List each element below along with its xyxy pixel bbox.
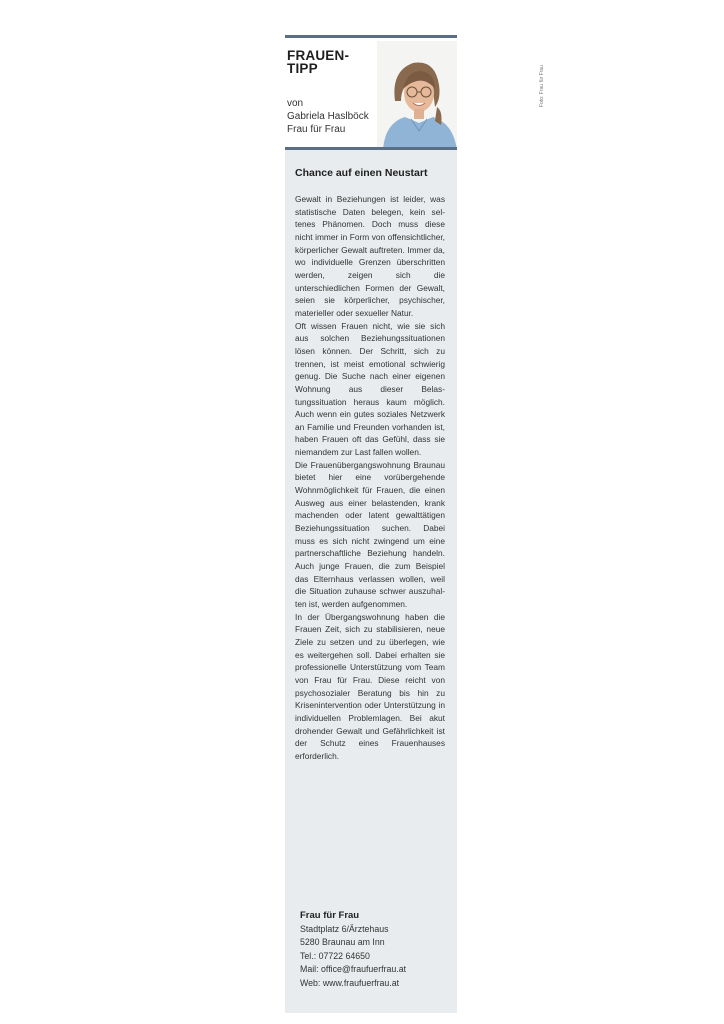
- contact-box: [300, 909, 450, 991]
- contact-organisation: Frau für Frau: [300, 910, 360, 921]
- byline-organisation: Frau für Frau: [287, 124, 346, 135]
- column-header: [285, 38, 545, 150]
- author-photo: [377, 41, 545, 150]
- column-kicker: [287, 49, 349, 75]
- article-paragraph: Oft wissen Frauen nicht, wie sie sich aus solchen Beziehungssituationen lösen können. Der Schritt, sich zu trennen, ist meist emotional schwierig genug. Die Suche nach einer eigenen Wohnung aus dieser Belastungssituation heraus kaum möglich. Auch wenn ein gutes soziales Netzwerk an Familie und Freunden vorhanden ist, haben Frauen oft das Gefühl, dass sie niemandem zur Last fallen wollen.: [295, 320, 445, 458]
- contact-mail: Mail: office@fraufuerfrau.at: [300, 964, 407, 975]
- article-paragraph: Die Frauenübergangswohnung Braunau bietet hier eine vorübergehende Wohnmöglichkeit für Frauen, die einen Ausweg aus einer belastenden, krank machenden oder latent gewalttätigen Beziehungssituation suchen. Dabei muss es sich nicht zwingend um eine partnerschaftliche Beziehung handeln. Auch junge Frauen, die zum Beispiel das Elternhaus verlassen wollen, weil die Situation zuhause schwer auszuhalten ist, werden aufgenommen.: [295, 459, 445, 609]
- article: [295, 166, 445, 763]
- contact-web: Web: www.fraufuerfrau.at: [300, 977, 400, 988]
- byline-author: Gabriela Haslböck: [287, 111, 369, 122]
- byline: [287, 97, 369, 136]
- kicker-line-1: FRAUEN-: [287, 48, 350, 63]
- article-paragraph: Gewalt in Beziehungen ist leider, was statistische Daten belegen, kein seltenes Phänomen. Doch muss diese nicht immer in Form von offensichtlicher, körperlicher Gewalt auftreten. Immer da, wo individuelle Grenzen überschritten werden, zeigen sich die unterschiedlichen Formen der Gewalt, seien sie körperlicher, psychischer, materieller oder sexueller Natur.: [295, 194, 445, 318]
- contact-address: Stadtplatz 6/Ärztehaus: [300, 923, 389, 934]
- newspaper-column: [285, 35, 545, 1013]
- contact-city: 5280 Braunau am Inn: [300, 937, 385, 948]
- article-paragraph: In der Übergangswohnung haben die Frauen Zeit, sich zu stabilisieren, neue Ziele zu setzen und zu überlegen, wie es weitergehen soll. Dabei erhalten sie professionelle Unterstützung vom Team von Frau für Frau. Diese reicht von psychosozialer Beratung bis hin zu Krisenintervention oder Unterstützung in individuellen Problemlagen. Bei akut drohender Gewalt und Gefährlichkeit ist der Schutz eines Frauenhauses erforderlich.: [295, 611, 445, 761]
- byline-von: von: [287, 98, 304, 109]
- photo-credit: Foto: Frau für Frau: [539, 65, 545, 107]
- article-body: [295, 193, 445, 763]
- header-rule: [285, 147, 457, 150]
- author-portrait-image: [377, 41, 457, 150]
- article-headline: Chance auf einen Neustart: [295, 167, 428, 179]
- contact-phone: Tel.: 07722 64650: [300, 950, 370, 961]
- kicker-line-2: TIPP: [287, 61, 318, 76]
